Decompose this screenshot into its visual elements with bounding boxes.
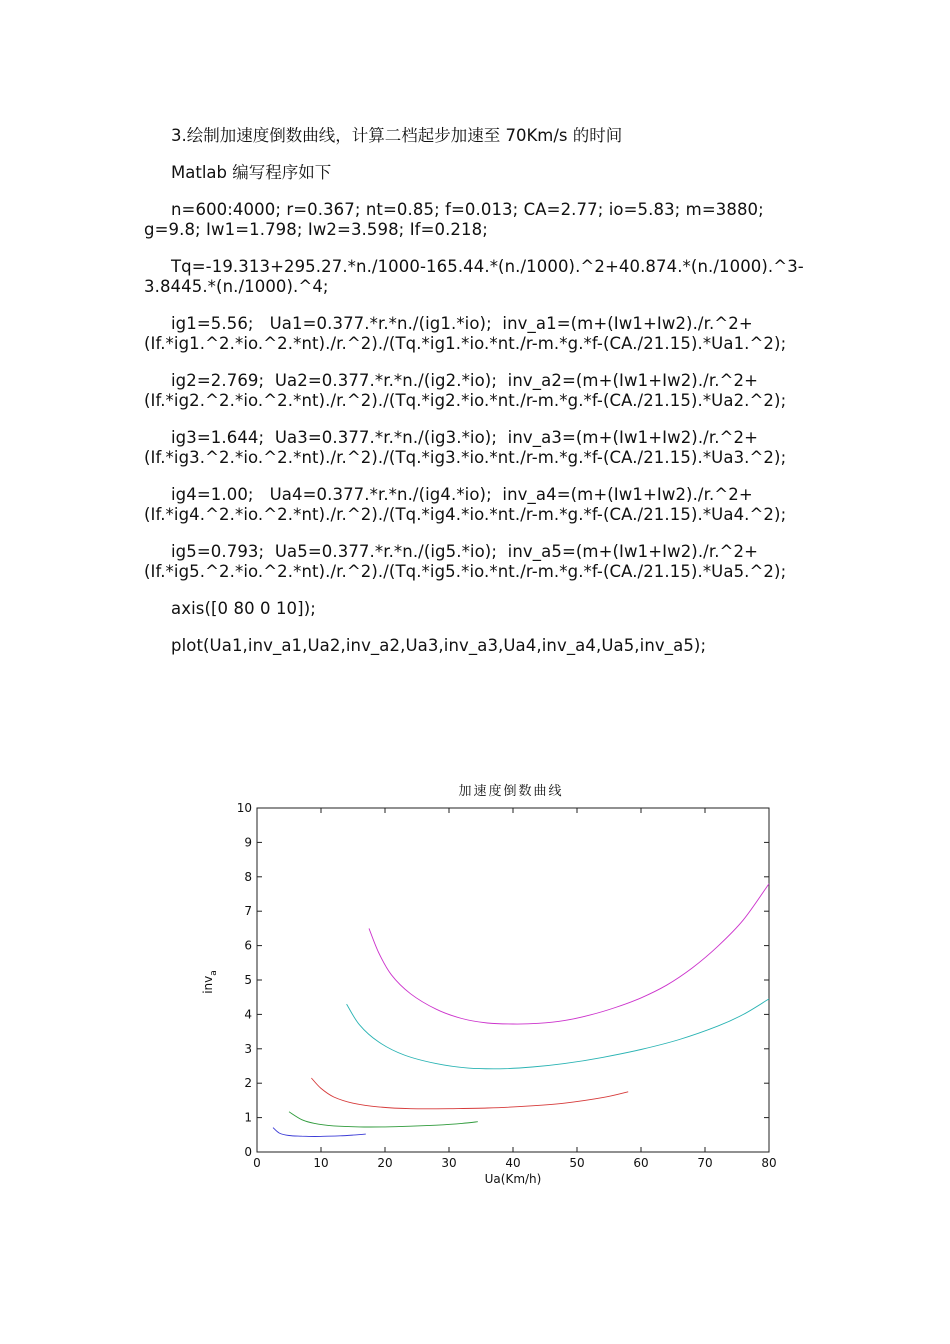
code-line-gear5: ig5=0.793; Ua5=0.377.*r.*n./(ig5.*io); inv_a5=(m+(Iw1+Iw2)./r.^2+(If.*ig5.^2.*io.^2.*nt)./r.^2)./(Tq.*ig5.*io.*nt./r-m.*g.*f-(CA./21.15).*Ua5.^2);	[144, 542, 787, 581]
code-line-gear1: ig1=5.56; Ua1=0.377.*r.*n./(ig1.*io); inv_a1=(m+(Iw1+Iw2)./r.^2+(If.*ig1.^2.*io.^2.*nt)./r.^2)./(Tq.*ig1.*io.*nt./r-m.*g.*f-(CA./21.15).*Ua1.^2);	[144, 314, 787, 353]
series-line-gear-3	[311, 1078, 628, 1109]
y-tick-label: 10	[236, 801, 252, 815]
y-tick-label: 4	[244, 1007, 252, 1022]
chart-title: 加速度倒数曲线	[458, 784, 564, 799]
x-axis-label: Ua(Km/h)	[484, 1172, 542, 1186]
y-tick-label: 7	[244, 904, 252, 919]
series-line-gear-2	[289, 1112, 478, 1127]
chart-svg	[200, 778, 800, 1190]
y-axis-label-sub: a	[209, 970, 219, 976]
y-tick-label: 8	[244, 869, 252, 884]
intro-text: Matlab 编写程序如下	[171, 163, 332, 182]
code-line-plot: plot(Ua1,inv_a1,Ua2,inv_a2,Ua3,inv_a3,Ua4,inv_a4,Ua5,inv_a5);	[171, 636, 707, 655]
x-tick-label: 80	[761, 1156, 777, 1170]
y-tick-label: 2	[244, 1076, 252, 1091]
x-tick-label: 10	[313, 1156, 329, 1170]
svg-text:inva	[201, 970, 219, 994]
x-tick-label: 30	[441, 1156, 457, 1170]
code-line-gear2: ig2=2.769; Ua2=0.377.*r.*n./(ig2.*io); inv_a2=(m+(Iw1+Iw2)./r.^2+(If.*ig2.^2.*io.^2.*nt)./r.^2)./(Tq.*ig2.*io.*nt./r-m.*g.*f-(CA./21.15).*Ua2.^2);	[144, 371, 787, 410]
x-tick-label: 20	[377, 1156, 393, 1170]
x-tick-label: 60	[633, 1156, 649, 1170]
series-line-gear-5	[369, 884, 769, 1024]
y-tick-label: 3	[244, 1041, 252, 1056]
y-tick-label: 6	[244, 938, 252, 953]
tick-layer	[237, 801, 777, 1170]
code-line-torque: Tq=-19.313+295.27.*n./1000-165.44.*(n./1000).^2+40.874.*(n./1000).^3-3.8445.*(n./1000).^4;	[144, 257, 804, 296]
inverse-acceleration-chart	[200, 778, 800, 1190]
section-heading: 3.绘制加速度倒数曲线，计算二档起步加速至 70Km/s 的时间	[171, 126, 623, 145]
code-line-params: n=600:4000; r=0.367; nt=0.85; f=0.013; CA=2.77; io=5.83; m=3880; g=9.8; Iw1=1.798; Iw2=3.598; If=0.218;	[144, 200, 770, 239]
y-axis-label	[201, 970, 219, 994]
y-tick-label: 1	[244, 1110, 252, 1125]
y-tick-label: 9	[244, 835, 252, 850]
document-body	[144, 126, 804, 673]
x-tick-label: 70	[697, 1156, 713, 1170]
code-line-axis: axis([0 80 0 10]);	[171, 599, 316, 618]
x-tick-label: 40	[505, 1156, 521, 1170]
y-axis-label-main: inv	[201, 975, 215, 994]
series-line-gear-1	[273, 1128, 366, 1137]
plot-frame	[257, 808, 769, 1152]
x-tick-label: 50	[569, 1156, 585, 1170]
code-line-gear3: ig3=1.644; Ua3=0.377.*r.*n./(ig3.*io); inv_a3=(m+(Iw1+Iw2)./r.^2+(If.*ig3.^2.*io.^2.*nt)./r.^2)./(Tq.*ig3.*io.*nt./r-m.*g.*f-(CA./21.15).*Ua3.^2);	[144, 428, 787, 467]
series-layer	[273, 884, 769, 1137]
series-line-gear-4	[347, 999, 769, 1069]
x-tick-label: 0	[253, 1156, 261, 1170]
code-line-gear4: ig4=1.00; Ua4=0.377.*r.*n./(ig4.*io); inv_a4=(m+(Iw1+Iw2)./r.^2+(If.*ig4.^2.*io.^2.*nt)./r.^2)./(Tq.*ig4.*io.*nt./r-m.*g.*f-(CA./21.15).*Ua4.^2);	[144, 485, 787, 524]
y-tick-label: 5	[244, 973, 252, 987]
y-tick-label: 0	[244, 1145, 252, 1159]
